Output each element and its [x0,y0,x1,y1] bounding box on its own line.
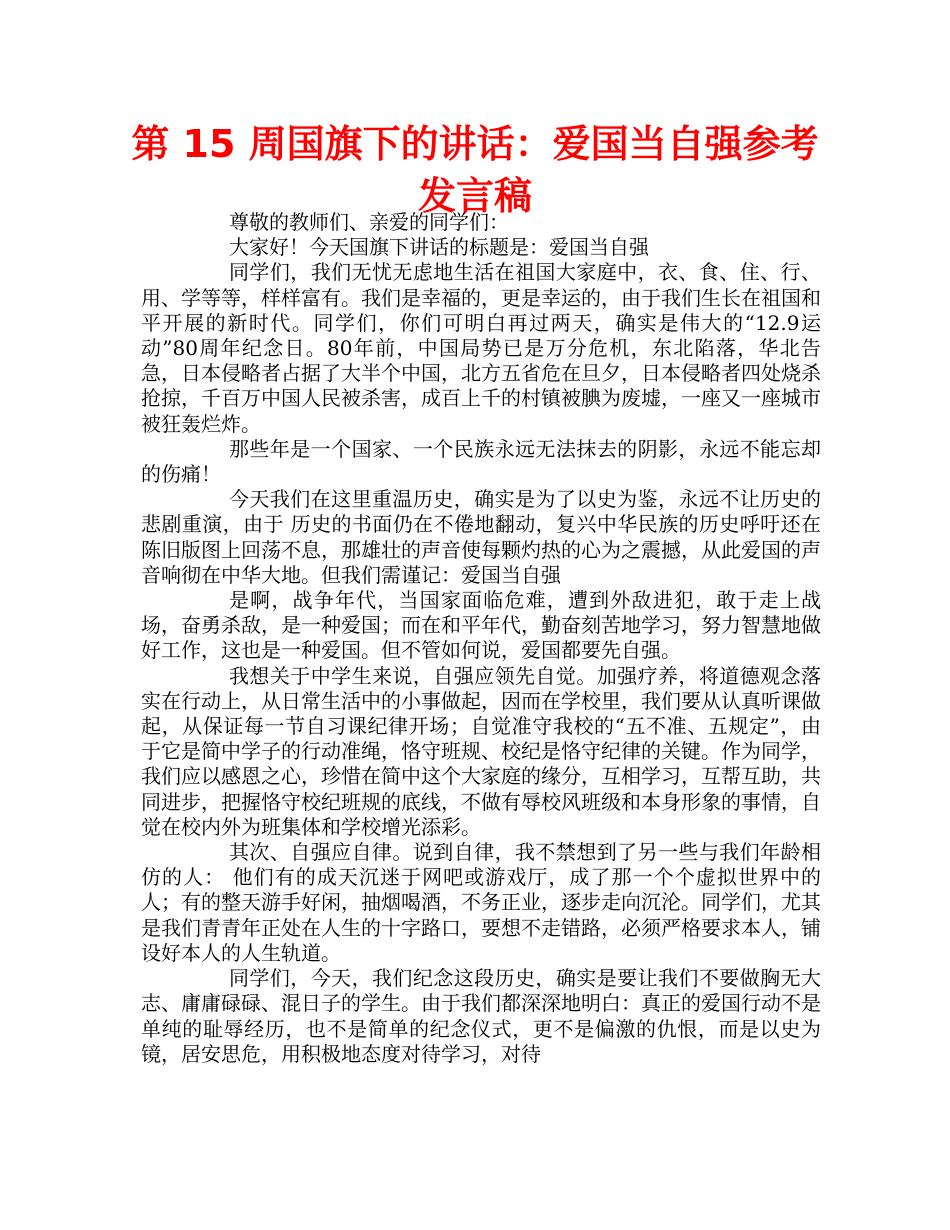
speech-body [141,210,821,1067]
body-paragraph: 那些年是一个国家、一个民族永远无法抹去的阴影，永远不能忘却的伤痛！ [141,436,821,487]
body-paragraph: 我想关于中学生来说，自强应领先自觉。加强疗养，将道德观念落实在行动上，从日常生活中的小事做起，因而在学校里，我们要从认真听课做起，从保证每一节自习课纪律开场；自觉准守我校的“五不准、五规定”，由于它是简中学子的行动准绳，恪守班规、校纪是恪守纪律的关键。作为同学，我们应以感恩之心，珍惜在简中这个大家庭的缘分，互相学习，互帮互助，共同进步，把握恪守校纪班规的底线，不做有辱校风班级和本身形象的事情，自觉在校内外为班集体和学校增光添彩。 [141,663,821,839]
body-paragraph: 今天我们在这里重温历史，确实是为了以史为鉴，永远不让历史的悲剧重演，由于 历史的书面仍在不倦地翻动，复兴中华民族的历史呼吁还在陈旧版图上回荡不息，那雄壮的声音使每颗灼热的心为之震撼，从此爱国的声音响彻在中华大地。但我们需谨记：爱国当自强 [141,487,821,587]
page-title: 第 15 周国旗下的讲话：爱国当自强参考发言稿 [131,122,819,218]
greeting-paragraph: 大家好！今天国旗下讲话的标题是：爱国当自强 [229,235,649,260]
body-paragraph: 是啊，战争年代，当国家面临危难，遭到外敌进犯，敢于走上战场，奋勇杀敌，是一种爱国；而在和平年代，勤奋刻苦地学习，努力智慧地做好工作，这也是一种爱国。但不管如何说，爱国都要先自强。 [141,588,821,663]
body-paragraph: 同学们，我们无忧无虑地生活在祖国大家庭中，衣、食、住、行、用、学等等，样样富有。我们是幸福的，更是幸运的，由于我们生长在祖国和平开展的新时代。同学们，你们可明白再过两天，确实是伟大的“12.9运动”80周年纪念日。80年前，中国局势已是万分危机，东北陷落，华北告急，日本侵略者占据了大半个中国，北方五省危在旦夕，日本侵略者四处烧杀抢掠，千百万中国人民被杀害，成百上千的村镇被腆为废墟，一座又一座城市被狂轰烂炸。 [141,260,821,436]
body-paragraph: 同学们，今天，我们纪念这段历史，确实是要让我们不要做胸无大志、庸庸碌碌、混日子的学生。由于我们都深深地明白：真正的爱国行动不是单纯的耻辱经历，也不是简单的纪念仪式，更不是偏激的仇恨，而是以史为镜，居安思危，用积极地态度对待学习，对待 [141,966,821,1066]
body-paragraph: 其次、自强应自律。说到自律，我不禁想到了另一些与我们年龄相仿的人： 他们有的成天沉迷于网吧或游戏厅，成了那一个个虚拟世界中的人；有的整天游手好闲，抽烟喝酒，不务正业，逐步走向沉沦。同学们，尤其是我们青青年正处在人生的十字路口，要想不走错路，必须严格要求本人，铺设好本人的人生轨道。 [141,840,821,965]
salutation-paragraph: 尊敬的教师们、亲爱的同学们： [229,210,509,234]
